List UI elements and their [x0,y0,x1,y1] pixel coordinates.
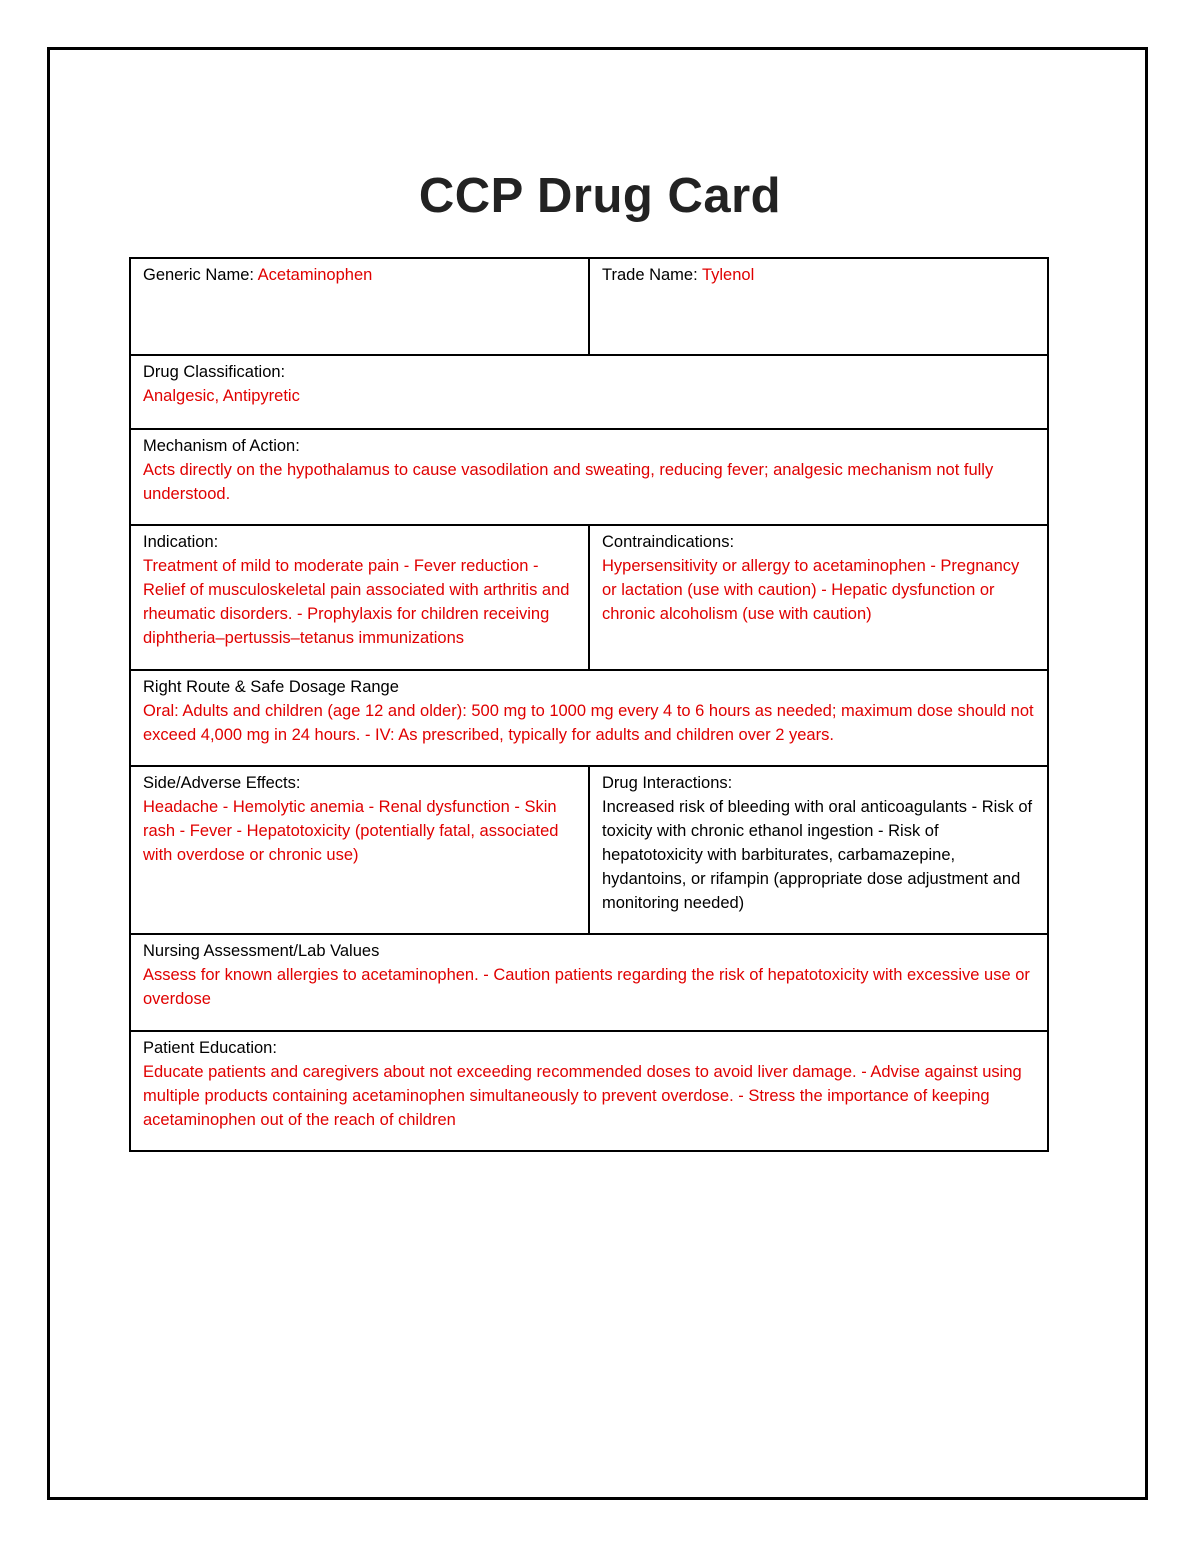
generic-name-label: Generic Name: [143,266,258,284]
trade-name-label: Trade Name: [602,266,702,284]
contraindications-cell [589,525,1048,670]
indication-cell [130,525,589,670]
side-effects-label: Side/Adverse Effects: [143,774,301,792]
education-cell [130,1031,1048,1151]
nursing-cell [130,934,1048,1031]
side-effects-cell [130,766,589,934]
contraindications-label: Contraindications: [602,533,735,551]
side-effects-value: Headache - Hemolytic anemia - Renal dysfunction - Skin rash - Fever - Hepatotoxicity (potentially fatal, associated with overdose or chronic use) [143,798,559,864]
trade-name-value: Tylenol [701,266,755,284]
contraindications-value: Hypersensitivity or allergy to acetaminophen - Pregnancy or lactation (use with caution) - Hepatic dysfunction or chronic alcoholism (use with caution) [602,557,1020,623]
generic-name-value: Acetaminophen [257,266,373,284]
drug-interactions-label: Drug Interactions: [602,774,733,792]
route-dosage-label: Right Route & Safe Dosage Range [143,678,399,696]
education-row [130,1031,1048,1151]
education-label: Patient Education: [143,1039,277,1057]
nursing-value: Assess for known allergies to acetaminophen. - Caution patients regarding the risk of hepatotoxicity with excessive use or overdose [143,966,1030,1008]
drug-interactions-cell [589,766,1048,934]
nursing-row [130,934,1048,1031]
indication-value: Treatment of mild to moderate pain - Fever reduction - Relief of musculoskeletal pain associated with arthritis and rheumatic disorders. - Prophylaxis for children receiving diphtheria–pertussis–tetanus immunizations [143,557,570,647]
drug-card-table [129,257,1049,1152]
names-row [130,258,1048,355]
trade-name-cell [589,258,1048,355]
mechanism-label: Mechanism of Action: [143,437,300,455]
classification-row [130,355,1048,429]
mechanism-cell [130,429,1048,525]
classification-value: Analgesic, Antipyretic [143,387,300,405]
classification-label: Drug Classification: [143,363,286,381]
indication-label: Indication: [143,533,219,551]
nursing-label: Nursing Assessment/Lab Values [143,942,380,960]
mechanism-row [130,429,1048,525]
generic-name-cell [130,258,589,355]
route-dosage-cell [130,670,1048,766]
drug-interactions-value: Increased risk of bleeding with oral anticoagulants - Risk of toxicity with chronic ethanol ingestion - Risk of hepatotoxicity with barbiturates, carbamazepine, hydantoins, or rifampin (appropriate dose adjustment and monitoring needed) [602,798,1033,912]
classification-cell [130,355,1048,429]
indication-row [130,525,1048,670]
route-dosage-row [130,670,1048,766]
effects-row [130,766,1048,934]
mechanism-value: Acts directly on the hypothalamus to cause vasodilation and sweating, reducing fever; analgesic mechanism not fully understood. [143,461,994,503]
route-dosage-value: Oral: Adults and children (age 12 and older): 500 mg to 1000 mg every 4 to 6 hours as needed; maximum dose should not exceed 4,000 mg in 24 hours. - IV: As prescribed, typically for adults and children over 2 years. [143,702,1034,744]
education-value: Educate patients and caregivers about not exceeding recommended doses to avoid liver damage. - Advise against using multiple products containing acetaminophen simultaneously to prevent overdose. - Stress the importance of keeping acetaminophen out of the reach of children [143,1063,1022,1129]
page-title: CCP Drug Card [418,169,782,223]
